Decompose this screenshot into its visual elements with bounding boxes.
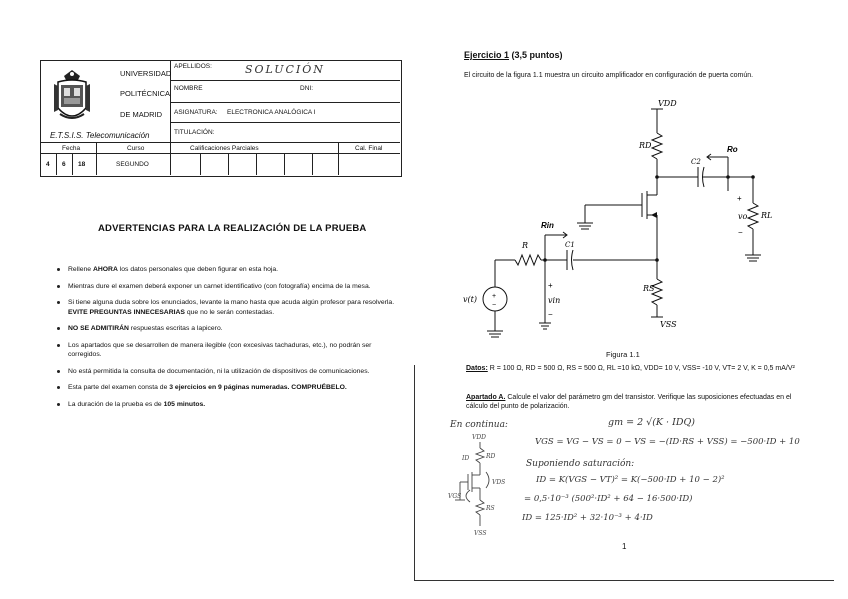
warning-item: La duración de la prueba es de 105 minutos. [56, 400, 401, 410]
handwritten-line: ID = K(VGS − VT)² = K(−500·ID + 10 − 2)² [536, 475, 725, 485]
handwritten-sketch [440, 430, 520, 540]
header-table [40, 60, 402, 177]
table-divider [72, 153, 73, 175]
handwritten-line: = 0,5·10⁻³ (500²·ID² + 64 − 16·500·ID) [524, 494, 693, 504]
university-line3: DE MADRID [120, 110, 163, 119]
dni-label: DNI: [300, 85, 313, 92]
warnings-list [56, 265, 401, 416]
sketch-rs: RS [486, 505, 495, 512]
curso-label: Curso [127, 145, 145, 152]
sketch-vds: VDS [492, 479, 506, 486]
table-divider [228, 153, 229, 175]
handwritten-line: En continua: [450, 420, 508, 430]
apellidos-label: APELLIDOS: [174, 63, 212, 70]
exercise-intro: El circuito de la figura 1.1 muestra un circuito amplificador en configuración de puerta común. [464, 72, 754, 79]
table-divider [96, 143, 97, 175]
table-divider [312, 153, 313, 175]
titulacion-label: TITULACIÓN: [174, 129, 215, 136]
table-divider [170, 80, 400, 81]
table-divider [200, 153, 201, 175]
vo-plus: + [737, 194, 742, 203]
question-paragraph: Apartado A. Calcule el valor del parámetro gm del transistor. Verifique las suposiciones efectuadas en el cálculo del punto de polarización. [466, 394, 792, 410]
r-label: R [522, 241, 529, 250]
source-minus: − [492, 302, 497, 309]
nombre-label: NOMBRE [174, 85, 203, 92]
warning-item: NO SE ADMITIRÁN respuestas escritas a lapicero. [56, 324, 401, 334]
vss-label: VSS [660, 320, 677, 329]
source-label: v(t) [463, 295, 477, 304]
vo-label: vo [738, 212, 748, 221]
university-line1: UNIVERSIDAD [120, 69, 172, 78]
vin-minus: − [548, 310, 553, 319]
warning-item: Los apartados que se desarrollen de manera ilegible (con excesivas tachaduras, etc.), no podrán ser corregidos. [56, 341, 401, 360]
vin-plus: + [548, 281, 553, 290]
warning-item: Si tiene alguna duda sobre los enunciados, levante la mano hasta que acuda algún profesor para resolverla. EVITE PREGUNTAS INNECESARIAS que no le serán contestadas. [56, 298, 401, 317]
page-number: 1 [622, 542, 627, 551]
sketch-id: ID [462, 455, 470, 462]
table-divider [284, 153, 285, 175]
handwritten-line: gm = 2 √(K · IDQ) [608, 417, 695, 428]
answer-box-border-left [414, 365, 415, 580]
sketch-vgs: VGS [448, 493, 462, 500]
school-name: E.T.S.I.S. Telecomunicación [50, 131, 150, 140]
figure-caption: Figura 1.1 [606, 350, 640, 359]
table-divider [256, 153, 257, 175]
handwritten-line: VGS = VG − VS = 0 − VS = −(ID·RS + VSS) = −500·ID + 10 [535, 437, 800, 447]
c2-label: C2 [691, 158, 701, 166]
rd-label: RD [639, 141, 652, 150]
table-divider [40, 153, 400, 154]
apellidos-value: SOLUCIÓN [245, 63, 325, 76]
fecha-year: 18 [78, 161, 86, 168]
fecha-day: 4 [46, 161, 50, 168]
rl-label: RL [761, 211, 773, 220]
warning-item: Esta parte del examen consta de 3 ejercicios en 9 páginas numeradas. COMPRUÉBELO. [56, 383, 401, 393]
vin-label: vin [548, 296, 561, 305]
rin-label: Rin [541, 221, 554, 230]
handwritten-line: Suponiendo saturación: [526, 459, 635, 469]
table-divider [56, 153, 57, 175]
table-divider [170, 102, 400, 103]
c1-label: C1 [565, 241, 575, 249]
vdd-label: VDD [658, 99, 677, 108]
warning-item: Rellene AHORA los datos personales que deben figurar en esta hoja. [56, 265, 401, 275]
handwritten-line: ID = 125·ID² + 32·10⁻³ + 4·ID [522, 513, 653, 523]
table-divider [170, 122, 400, 123]
calificaciones-label: Calificaciones Parciales [190, 145, 259, 152]
rs-label: RS [643, 284, 655, 293]
warning-item: Mientras dure el examen deberá exponer un carnet identificativo (con fotografía) encima de la mesa. [56, 282, 401, 292]
warnings-title: ADVERTENCIAS PARA LA REALIZACIÓN DE LA PRUEBA [98, 223, 367, 234]
fecha-label: Fecha [62, 145, 81, 152]
exercise-title: Ejercicio 1 (3,5 puntos) [464, 50, 563, 60]
fecha-month: 6 [62, 161, 66, 168]
ro-label: Ro [727, 145, 738, 154]
table-divider [40, 142, 400, 143]
warning-item: No está permitida la consulta de documentación, ni la utilización de dispositivos de comunicaciones. [56, 367, 401, 377]
answer-box-border-bottom [414, 580, 834, 581]
circuit-schematic [455, 95, 785, 350]
curso-value: SEGUNDO [116, 161, 149, 168]
sketch-vss: VSS [474, 530, 487, 537]
university-crest-logo [50, 68, 94, 126]
source-plus: + [492, 293, 497, 300]
vo-minus: − [738, 228, 743, 237]
sketch-vdd: VDD [472, 434, 486, 441]
asignatura-value: ELECTRONICA ANALÓGICA I [227, 109, 316, 116]
calfinal-label: Cal. Final [355, 145, 383, 152]
sketch-rd: RD [486, 453, 496, 460]
university-line2: POLITÉCNICA [120, 89, 171, 98]
table-divider [338, 143, 339, 175]
asignatura-label: ASIGNATURA: [174, 109, 218, 116]
data-paragraph: Datos: R = 100 Ω, RD = 500 Ω, RS = 500 Ω, RL =10 kΩ, VDD= 10 V, VSS= -10 V, VT= 2 V, K = 0,5 mA/V² [466, 365, 795, 372]
